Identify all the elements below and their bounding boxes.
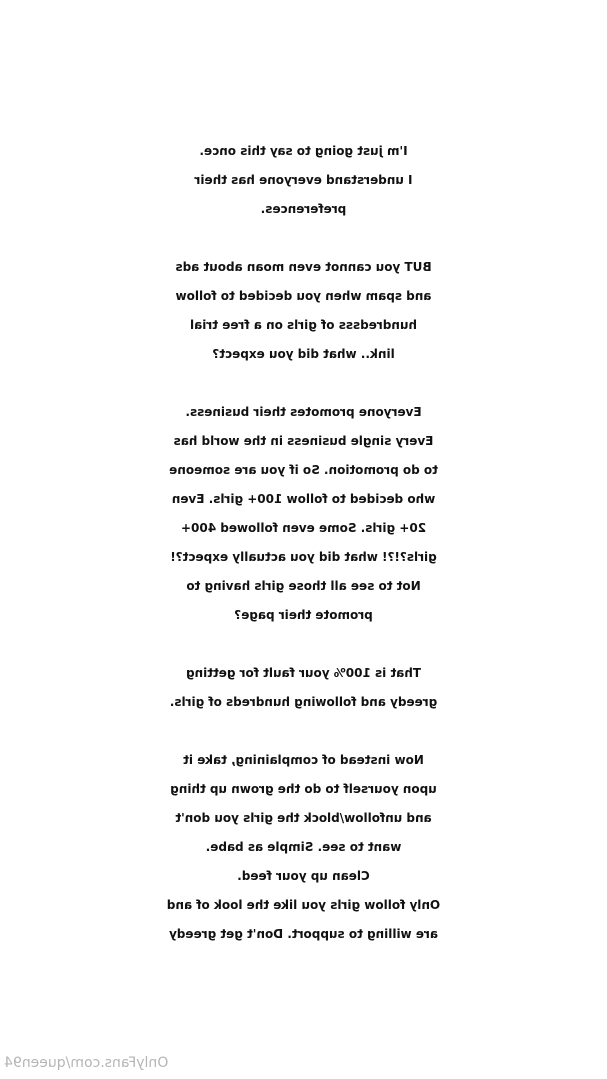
text-line: link.. what did you expect? xyxy=(212,347,395,361)
paragraph-promotion xyxy=(0,398,607,630)
text-line: girls?!?! what did you actually expect?! xyxy=(170,550,437,564)
text-line: greedy and following hundreds of girls. xyxy=(169,695,438,709)
text-line: I'm just going to say this once. xyxy=(199,144,408,158)
story-text-block xyxy=(0,137,607,978)
text-line: upon yourself to do the grown up thing xyxy=(170,782,437,796)
text-line: preferences. xyxy=(260,202,347,216)
text-line: promote their page? xyxy=(234,608,373,622)
paragraph-fault xyxy=(0,659,607,717)
text-line: That is 100% your fault for getting xyxy=(185,666,422,680)
paragraph-intro xyxy=(0,137,607,224)
text-line: 20+ girls. Some even followed 400+ xyxy=(180,521,427,535)
text-line: to do promotion. So if you are someone xyxy=(169,463,438,477)
text-line: Not to see all those girls having to xyxy=(186,579,421,593)
text-line: I understand everyone has their xyxy=(194,173,413,187)
text-line: Only follow girls you like the look of and xyxy=(166,898,441,912)
paragraph-unfollow xyxy=(0,746,607,949)
text-line: Clean up your feed. xyxy=(237,869,370,883)
text-line: and unfollow/block the girls you don't xyxy=(175,811,432,825)
text-line: want to see. Simple as babe. xyxy=(205,840,402,854)
text-line: Now instead of complaining, take it xyxy=(183,753,424,767)
text-line: Every single business in the world has xyxy=(173,434,434,448)
watermark: OnlyFans.com/queen94 xyxy=(4,1055,169,1071)
text-line: hundredsss of girls on a free trial xyxy=(190,318,417,332)
text-line: and spam when you decided to follow xyxy=(175,289,432,303)
text-line: BUT you cannot even moan about ads xyxy=(175,260,432,274)
text-line: Everyone promotes their business. xyxy=(185,405,422,419)
text-line: are willing to support. Don't get greedy xyxy=(169,927,439,941)
text-line: who decided to follow 100+ girls. Even xyxy=(171,492,436,506)
paragraph-ads xyxy=(0,253,607,369)
